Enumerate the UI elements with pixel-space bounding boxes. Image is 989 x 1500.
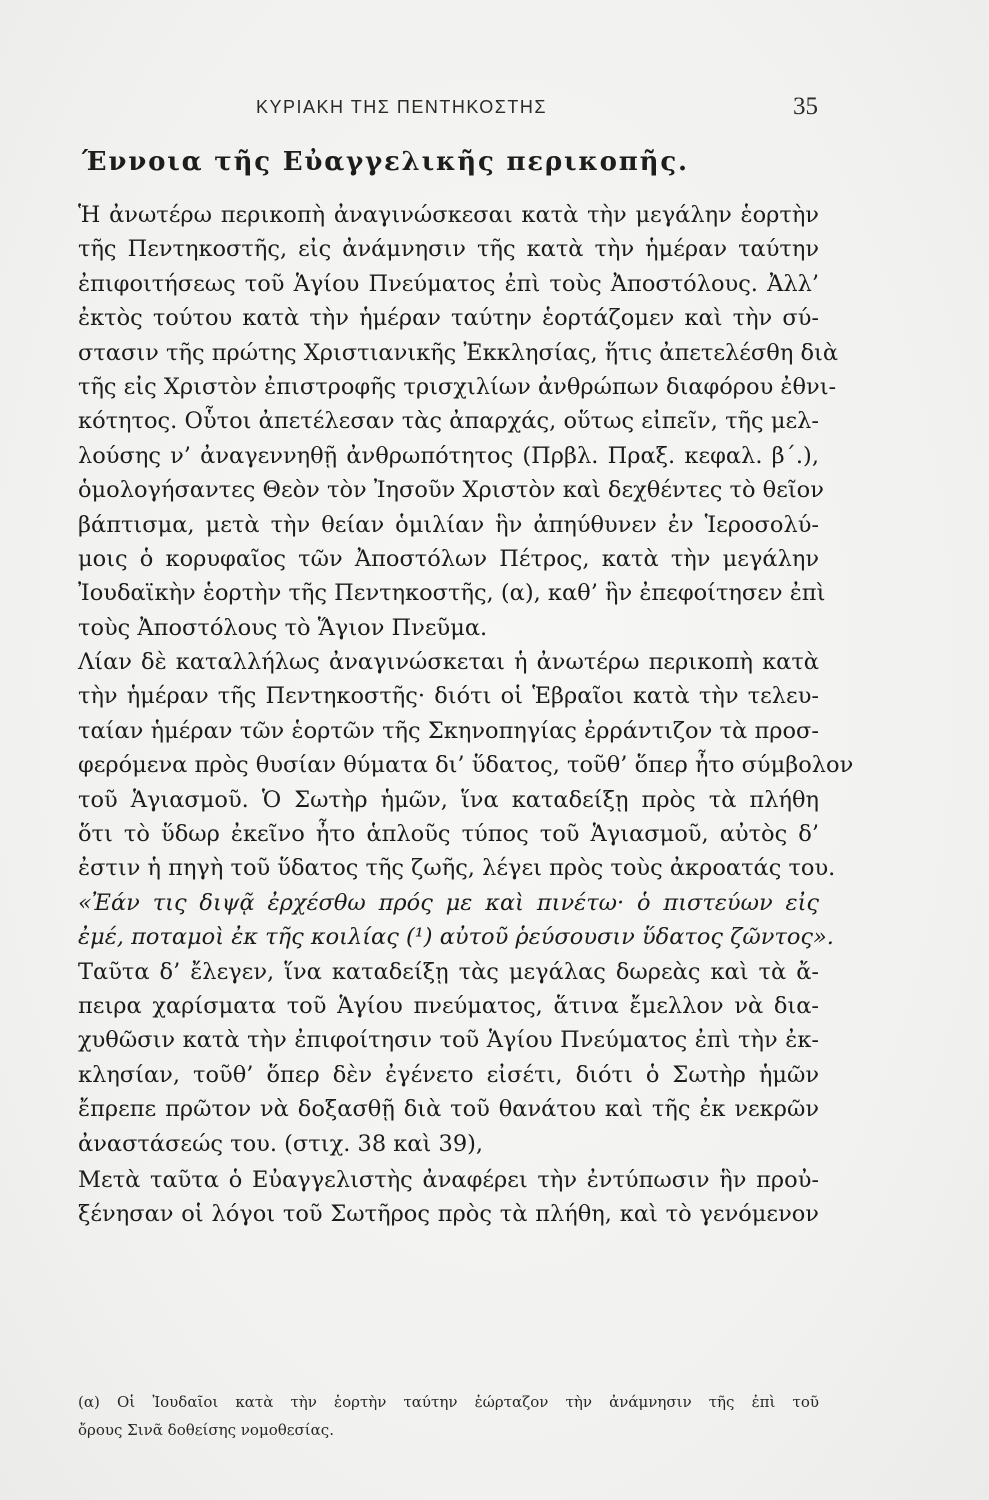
text-line: ταίαν ἡμέραν τῶν ἑορτῶν τῆς Σκηνοπηγίας ἐρράντιζον τὰ προσ- (78, 717, 819, 744)
text-line: Λίαν δὲ καταλλήλως ἀναγινώσκεται ἡ ἀνωτέρω περικοπὴ κατὰ (78, 649, 819, 676)
text-line: κλησίαν, τοῦθ’ ὅπερ δὲν ἐγένετο εἰσέτι, διότι ὁ Σωτὴρ ἡμῶν (78, 1061, 819, 1088)
footnote-line: (α) Οἱ Ἰουδαῖοι κατὰ τὴν ἑορτὴν ταύτην ἑώρταζον τὴν ἀνάμνησιν τῆς ἐπὶ τοῦ (78, 1393, 819, 1411)
text-line: βάπτισμα, μετὰ τὴν θείαν ὁμιλίαν ἣν ἀπηύθυνεν ἐν Ἱεροσολύ- (78, 511, 819, 538)
text-line: Ἰουδαϊκὴν ἑορτὴν τῆς Πεντηκοστῆς, (α), καθ’ ἣν ἐπεφοίτησεν ἐπὶ (78, 580, 826, 607)
text-line: ἐπιφοιτήσεως τοῦ Ἁγίου Πνεύματος ἐπὶ τοὺς Ἀποστόλους. Ἀλλ’ (78, 270, 819, 297)
text-line: ἀναστάσεώς του. (στιχ. 38 καὶ 39), (78, 1130, 484, 1157)
text-line: φερόμενα πρὸς θυσίαν θύματα δι’ ὕδατος, τοῦθ’ ὅπερ ἦτο σύμβολον (78, 752, 854, 779)
text-line: ἐστιν ἡ πηγὴ τοῦ ὕδατος τῆς ζωῆς, λέγει πρὸς τοὺς ἀκροατάς του. (78, 855, 836, 882)
section-title: Έννοια τῆς Εὐαγγελικῆς περικοπῆς. (82, 147, 689, 177)
text-line: τῆς εἰς Χριστὸν ἐπιστροφῆς τρισχιλίων ἀνθρώπων διαφόρου ἐθνι- (78, 373, 837, 400)
text-line: Ταῦτα δ’ ἔλεγεν, ἵνα καταδείξῃ τὰς μεγάλας δωρεὰς καὶ τὰ ἄ- (78, 958, 819, 985)
text-line: λούσης ν’ ἀναγεννηθῇ ἀνθρωπότητος (Πρβλ. Πραξ. κεφαλ. β΄.), (78, 442, 819, 469)
text-line: τοὺς Ἀποστόλους τὸ Ἅγιον Πνεῦμα. (78, 614, 488, 641)
text-line: στασιν τῆς πρώτης Χριστιανικῆς Ἐκκλησίας, ἥτις ἀπετελέσθη διὰ (78, 339, 839, 366)
text-line: κότητος. Οὗτοι ἀπετέλεσαν τὰς ἀπαρχάς, οὕτως εἰπεῖν, τῆς μελ- (78, 408, 819, 435)
header-title: ΚΥΡΙΑΚΗ ΤΗΣ ΠΕΝΤΗΚΟΣΤΗΣ (256, 97, 548, 117)
text-line: χυθῶσιν κατὰ τὴν ἐπιφοίτησιν τοῦ Ἁγίου Πνεύματος ἐπὶ τὴν ἐκ- (78, 1027, 819, 1054)
text-line: ξένησαν οἱ λόγοι τοῦ Σωτῆρος πρὸς τὰ πλήθη, καὶ τὸ γενόμενον (78, 1201, 819, 1228)
text-line: μοις ὁ κορυφαῖος τῶν Ἀποστόλων Πέτρος, κατὰ τὴν μεγάλην (78, 545, 819, 572)
footnote-line: ὄρους Σινᾶ δοθείσης νομοθεσίας. (78, 1421, 334, 1439)
page-number: 35 (793, 93, 818, 120)
text-line: ἐκτὸς τούτου κατὰ τὴν ἡμέραν ταύτην ἑορτάζομεν καὶ τὴν σύ- (78, 305, 819, 332)
text-line: Μετὰ ταῦτα ὁ Εὐαγγελιστὴς ἀναφέρει τὴν ἐντύπωσιν ἣν προὐ- (78, 1166, 819, 1193)
text-line: ὁμολογήσαντες Θεὸν τὸν Ἰησοῦν Χριστὸν καὶ δεχθέντες τὸ θεῖον (78, 477, 824, 504)
text-line: τῆς Πεντηκοστῆς, εἰς ἀνάμνησιν τῆς κατὰ τὴν ἡμέραν ταύτην (78, 236, 819, 263)
text-line: τὴν ἡμέραν τῆς Πεντηκοστῆς· διότι οἱ Ἑβραῖοι κατὰ τὴν τελευ- (78, 683, 819, 710)
body-text (78, 198, 854, 1232)
text-line: τοῦ Ἁγιασμοῦ. Ὁ Σωτὴρ ἡμῶν, ἵνα καταδείξῃ πρὸς τὰ πλήθη (78, 786, 819, 813)
quote-line: ἐμέ, ποταμοὶ ἐκ τῆς κοιλίας (¹) αὐτοῦ ῥεύσουσιν ὕδατος ζῶντος». (78, 924, 834, 951)
text-line: ἔπρεπε πρῶτον νὰ δοξασθῇ διὰ τοῦ θανάτου καὶ τῆς ἐκ νεκρῶν (78, 1096, 819, 1123)
running-head (78, 93, 818, 125)
text-line: Ἡ ἀνωτέρω περικοπὴ ἀναγινώσκεσαι κατὰ τὴν μεγάλην ἑορτὴν (78, 202, 819, 228)
footnote (78, 1388, 819, 1444)
text-line: ὅτι τὸ ὕδωρ ἐκεῖνο ἦτο ἁπλοῦς τύπος τοῦ Ἁγιασμοῦ, αὐτὸς δ’ (78, 821, 819, 848)
text-line: πειρα χαρίσματα τοῦ Ἁγίου πνεύματος, ἅτινα ἔμελλον νὰ δια- (78, 992, 819, 1019)
quote-line: «Ἐάν τις διψᾷ ἐρχέσθω πρός με καὶ πινέτω· ὁ πιστεύων εἰς (78, 889, 819, 916)
